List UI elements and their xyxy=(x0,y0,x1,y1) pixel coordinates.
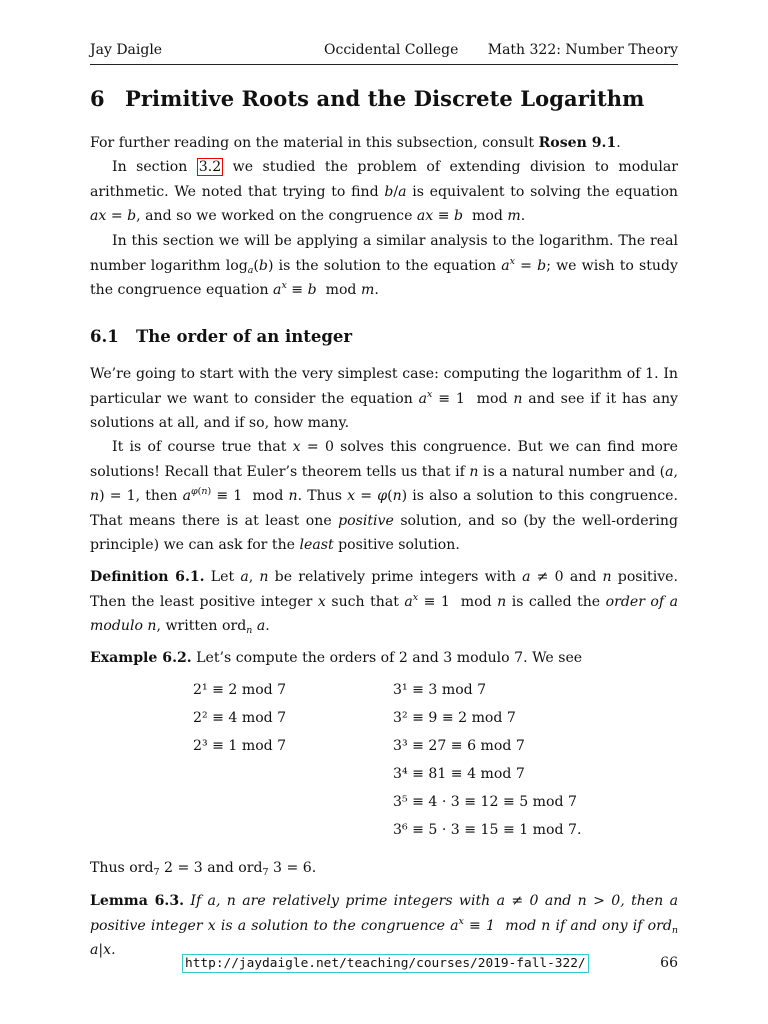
intro-paragraph-logarithm: In this section we will be applying a similar analysis to the logarithm. The real number logarithm $\log_a(b)$ is the solution to the equation $a^x = b$; we wish to study the congruence equation $a^x \equiv b$ mod m. xyxy=(90,233,678,299)
header-author: Jay Daigle xyxy=(90,42,163,58)
example-6-2 xyxy=(90,646,678,671)
emphasis-positive: positive xyxy=(338,512,394,529)
example-label: Example 6.2. xyxy=(90,650,192,666)
text: we studied the problem of extending division to modular arithmetic. We noted that trying to find xyxy=(90,159,678,200)
section-title: Primitive Roots and the Discrete Logarithm xyxy=(125,86,645,111)
text: is a solution to the congruence xyxy=(215,917,451,934)
math-row-left-2: 2² ≡ 4 mod 7 xyxy=(193,710,287,726)
text: If xyxy=(184,893,208,909)
order-paragraph-2: It is of course true that x = 0 solves this congruence. But we can find more solutions! Recall that Euler’s theorem tells us that if n is a natural number and (a, n) = 1, then $a^{\varphi(n)} \equiv 1$ mod n. Thus x = φ(n) is also a solution to this congruence. That means there is at least one positive solution, and so (by the well-ordering principle) we can ask for the least positive solution. xyxy=(90,439,678,554)
emphasis-least: least xyxy=(299,537,334,554)
text: and see if it has any solutions at all, and if so, how many. xyxy=(90,390,678,432)
math-row-right-2: 3² ≡ 9 ≡ 2 mod 7 xyxy=(393,710,516,726)
text: . xyxy=(311,860,317,876)
reading-reference: Rosen 9.1 xyxy=(538,135,617,151)
text: ; we wish to study the congruence equation xyxy=(90,257,678,299)
page-number: 66 xyxy=(660,955,678,971)
text: positive. Then the least positive integer xyxy=(90,569,678,610)
subsection-heading xyxy=(90,327,352,346)
text: Let xyxy=(204,569,241,585)
definition-label: Definition 6.1. xyxy=(90,569,205,585)
text: and xyxy=(538,893,578,909)
text: In section xyxy=(112,159,197,175)
text: Thus xyxy=(90,860,130,876)
text: and xyxy=(563,569,603,585)
text: , then a positive integer xyxy=(90,893,678,934)
math-row-right-3: 3³ ≡ 27 ≡ 6 mod 7 xyxy=(393,738,525,754)
text: . xyxy=(265,618,270,635)
math-row-right-1: 3¹ ≡ 3 mod 7 xyxy=(393,682,487,698)
section-link-3-2[interactable]: 3.2 xyxy=(198,159,222,175)
text: It is of course true that xyxy=(112,439,293,455)
lemma-6-3: Lemma 6.3. If a, n are relatively prime integers with a ≠ 0 and n > 0, then a positive integer x is a solution to the congruence $a^x \equiv 1$ mod n if and ony if ord$_n$ a|x. xyxy=(90,893,678,959)
math-row-right-4: 3⁴ ≡ 81 ≡ 4 mod 7 xyxy=(393,766,525,782)
reading-suffix: . xyxy=(616,135,621,151)
text: We’re going to start with the very simplest case: computing the logarithm of 1. In particular we want to consider the equation xyxy=(90,366,678,407)
text: solution, and so (by the well-ordering principle) we can ask for the xyxy=(90,512,678,554)
header-course: Math 322: Number Theory xyxy=(487,42,678,58)
course-url-link[interactable]: http://jaydaigle.net/teaching/courses/2019-fall-322/ xyxy=(182,954,589,973)
lemma-label: Lemma 6.3. xyxy=(90,893,185,909)
math-row-right-6: 3⁶ ≡ 5 · 3 ≡ 15 ≡ 1 mod 7. xyxy=(393,822,582,838)
running-header xyxy=(90,42,678,65)
math-row-left-1: 2¹ ≡ 2 mod 7 xyxy=(193,682,287,698)
subsection-number: 6.1 xyxy=(90,327,119,346)
text: , and so we worked on the congruence xyxy=(136,208,417,225)
order-paragraph-1: We’re going to start with the very simplest case: computing the logarithm of 1. In particular we want to consider the equation $a^x \equiv 1$ mod n and see if it has any solutions at all, and if so, how many. xyxy=(90,366,678,432)
text: In this section we will be applying a similar analysis to the logarithm. The real number logarithm xyxy=(90,233,678,274)
reading-paragraph xyxy=(90,131,678,156)
text: if and ony if xyxy=(550,917,648,934)
subsection-title: The order of an integer xyxy=(136,327,353,346)
text: is the solution to the equation xyxy=(273,257,502,274)
text: positive solution. xyxy=(333,537,460,554)
text: . xyxy=(111,942,116,959)
defined-term: order of a modulo n xyxy=(90,593,678,635)
text: , written xyxy=(156,618,222,635)
example-conclusion: Thus ord$_7$ 2 = 3 and ord$_7$ 3 = 6. xyxy=(90,860,317,878)
section-number: 6 xyxy=(90,86,105,111)
text: and xyxy=(202,860,239,876)
text: . xyxy=(520,208,526,225)
text: is also a solution to this congruence. That means there is at least one xyxy=(90,488,678,529)
text: solves this congruence. But we can find more solutions! Recall that Euler’s theorem tells us that if xyxy=(90,439,678,480)
text: , then xyxy=(135,488,183,505)
header-institution: Occidental College xyxy=(324,42,459,58)
math-row-right-5: 3⁵ ≡ 4 · 3 ≡ 12 ≡ 5 mod 7 xyxy=(393,794,577,810)
definition-6-1: Definition 6.1. Let a, n be relatively prime integers with a ≠ 0 and n positive. Then the least positive integer x such that $a^x \equiv 1$ mod n is called the order of a modulo n, written ord$_n$ a. xyxy=(90,569,678,637)
text: are relatively prime integers with xyxy=(235,893,497,909)
section-heading xyxy=(90,86,644,111)
text: . xyxy=(374,282,379,299)
text: such that xyxy=(325,593,405,610)
text: be relatively prime integers with xyxy=(268,569,523,585)
math-row-left-3: 2³ ≡ 1 mod 7 xyxy=(193,738,287,754)
text: is equivalent to solving the equation xyxy=(406,183,679,200)
text: . Thus xyxy=(297,488,348,505)
example-text: Let’s compute the orders of 2 and 3 modulo 7. We see xyxy=(191,650,583,666)
reading-prefix: For further reading on the material in this subsection, consult xyxy=(90,135,539,151)
intro-paragraph-division: In section 3.2 we studied the problem of extending division to modular arithmetic. We noted that trying to find b/a is equivalent to solving the equation ax = b, and so we worked on the congruence ax ≡ b mod m. xyxy=(90,159,679,225)
text: is called the xyxy=(506,593,606,610)
page xyxy=(90,0,678,1024)
text: is a natural number and xyxy=(478,463,660,480)
